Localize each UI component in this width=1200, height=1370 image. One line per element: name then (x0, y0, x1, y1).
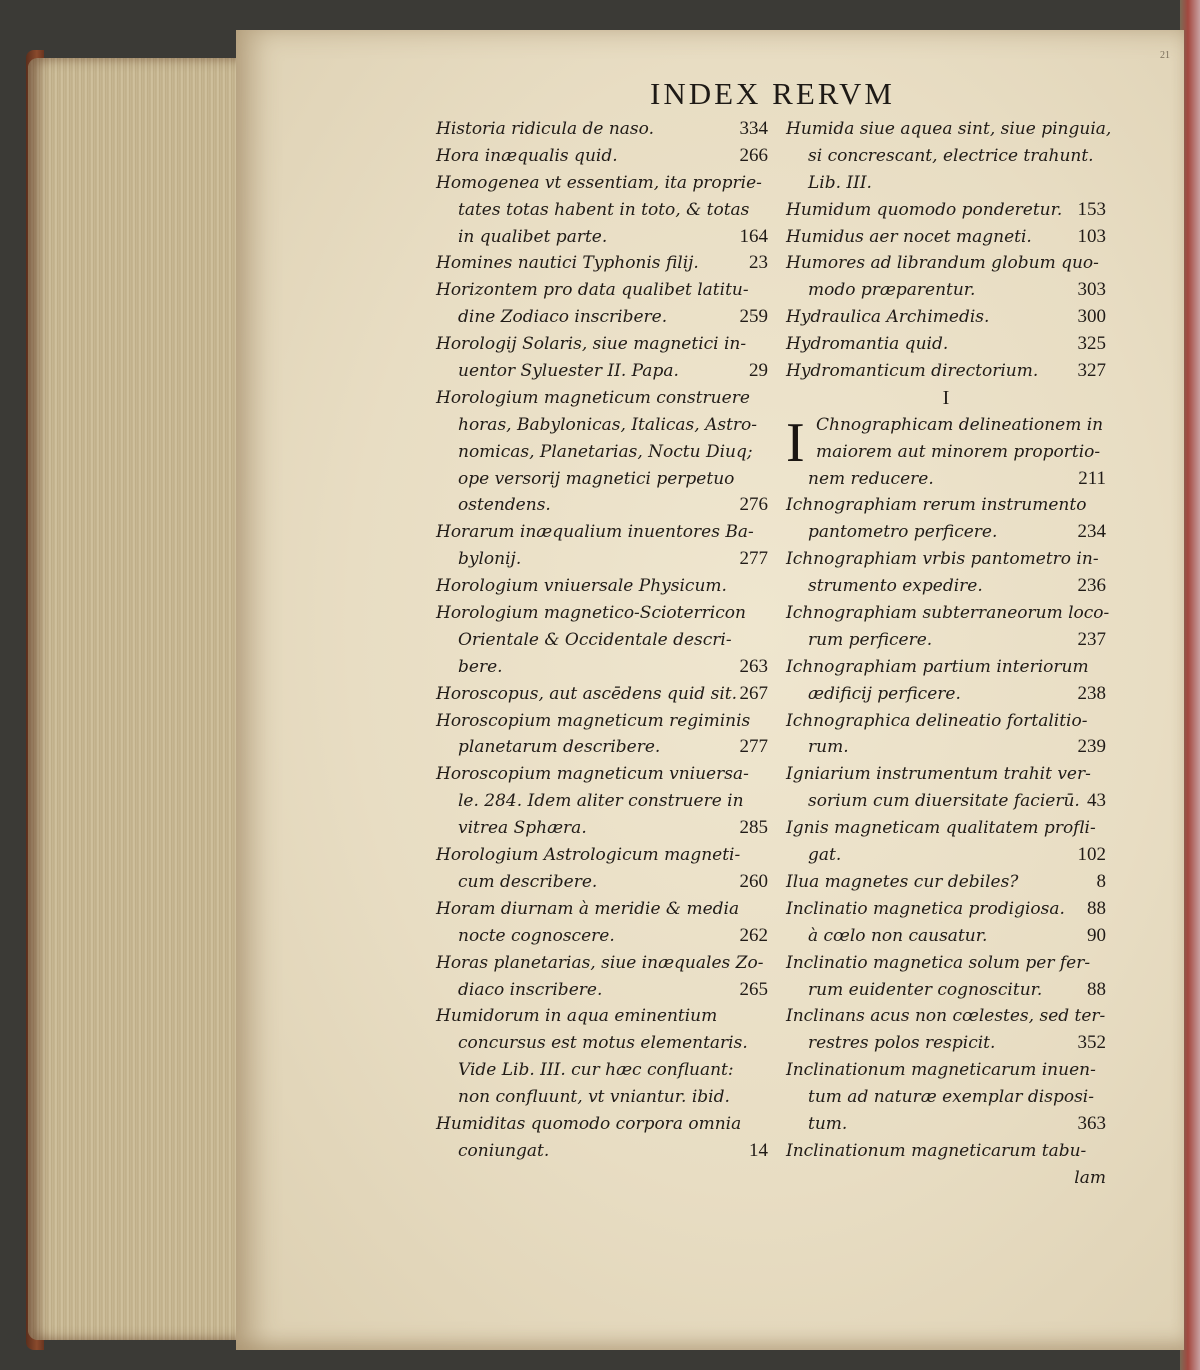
dropcap-entry (786, 411, 1106, 474)
index-entry-line (786, 197, 1106, 224)
index-entry-line (786, 627, 1106, 654)
entry-text: Ilua magnetes cur debiles? (786, 871, 1019, 892)
entry-text: ostendens. (458, 495, 551, 516)
entry-text: rum. (808, 737, 849, 758)
index-entry-line (786, 1057, 1106, 1084)
entry-text: Ichnographiam subterraneorum loco- (786, 603, 1110, 624)
page-number: 236 (1077, 575, 1106, 597)
page-number: 237 (1077, 628, 1106, 650)
page-number: 153 (1077, 198, 1106, 220)
page-number: 43 (1087, 790, 1106, 812)
page-number: 234 (1077, 521, 1106, 543)
entry-text: Inclinationum magneticarum tabu- (786, 1140, 1087, 1161)
index-entry-line (786, 734, 1106, 761)
index-entry-line (786, 492, 1106, 519)
entry-text: Horas planetarias, siue inæquales Zo- (436, 952, 764, 973)
index-entry-line (786, 439, 1106, 466)
index-entry-line (436, 492, 768, 519)
entry-text: Ichnographiam rerum instrumento (786, 495, 1087, 516)
index-entry-line (786, 681, 1106, 708)
index-entry-line (436, 788, 768, 815)
index-entry-line (436, 116, 768, 143)
entry-text: in qualibet parte. (458, 226, 608, 247)
index-entry-line (436, 304, 768, 331)
entry-text: Ignis magneticam qualitatem profli- (786, 818, 1096, 839)
index-entry-line (436, 869, 768, 896)
entry-text: Horoscopium magneticum regiminis (436, 710, 751, 731)
page-number: 239 (1077, 736, 1106, 758)
index-entry-line (786, 708, 1106, 735)
entry-text: ædificij perficere. (808, 683, 961, 704)
entry-text: bylonij. (458, 549, 522, 570)
index-column-right (786, 116, 1112, 1192)
index-entry-line (786, 224, 1106, 251)
index-entry-line (786, 842, 1106, 869)
entry-text: Hydromantia quid. (786, 334, 949, 355)
entry-text: tum ad naturæ exemplar disposi- (808, 1087, 1094, 1108)
index-entry-line (786, 1084, 1106, 1111)
page-number: 90 (1087, 924, 1106, 946)
index-entry-line (786, 1165, 1106, 1192)
index-entry-line (786, 977, 1106, 1004)
letter-heading: I (942, 386, 950, 409)
index-entry-line (786, 277, 1106, 304)
entry-text: Hydromanticum directorium. (786, 361, 1039, 382)
page-number: 276 (739, 494, 768, 516)
page-edges (28, 58, 243, 1340)
index-entry-line (436, 1084, 768, 1111)
entry-text: Humidum quomodo ponderetur. (786, 199, 1063, 220)
entry-text: Homines nautici Typhonis filij. (436, 253, 699, 274)
index-entry-line (786, 331, 1106, 358)
page-number: 325 (1077, 333, 1106, 355)
page-number: 88 (1087, 897, 1106, 919)
index-entry-line (436, 385, 768, 412)
index-entry-line (786, 896, 1106, 923)
entry-text: Inclinationum magneticarum inuen- (786, 1060, 1096, 1081)
entry-text: rum euidenter cognoscitur. (808, 979, 1043, 1000)
index-entry-line (436, 170, 768, 197)
index-entry-line (786, 788, 1106, 815)
entry-text: Horoscopus, aut ascēdens quid sit. (436, 683, 737, 704)
entry-text: Ichnographiam partium interiorum (786, 656, 1089, 677)
entry-text: Hora inæqualis quid. (436, 145, 618, 166)
index-entry-line (786, 1030, 1106, 1057)
entry-text: sorium cum diuersitate facierū. (808, 791, 1080, 812)
entry-text: Horologij Solaris, siue magnetici in- (436, 334, 747, 355)
index-entry-line (436, 654, 768, 681)
right-column-top-entries (786, 116, 1112, 385)
index-column-left (436, 116, 768, 1165)
entry-text: non confluunt, vt vniantur. ibid. (458, 1087, 730, 1108)
entry-text: horas, Babylonicas, Italicas, Astro- (458, 414, 758, 435)
entry-text: tum. (808, 1113, 848, 1134)
page-number: 14 (749, 1139, 768, 1161)
dropcap-lines (786, 412, 1106, 466)
page-number: 352 (1077, 1032, 1106, 1054)
entry-text: Igniarium instrumentum trahit ver- (786, 764, 1091, 785)
index-entry-line (786, 1138, 1106, 1165)
index-entry-line (786, 950, 1106, 977)
index-entry-line (786, 116, 1112, 143)
page-number: 88 (1087, 978, 1106, 1000)
entry-text: Horizontem pro data qualibet latitu- (436, 280, 749, 301)
entry-text: uentor Syluester II. Papa. (458, 361, 679, 382)
entry-text: Humidus aer nocet magneti. (786, 226, 1032, 247)
index-entry-line (786, 815, 1106, 842)
entry-text: restres polos respicit. (808, 1033, 996, 1054)
page-number: 303 (1077, 279, 1106, 301)
page-number: 265 (739, 978, 768, 1000)
page-number: 211 (1078, 467, 1106, 489)
entry-text: Humida siue aquea sint, siue pinguia, (786, 119, 1112, 139)
index-entry-line (436, 1030, 768, 1057)
entry-text: gat. (808, 845, 842, 866)
entry-text: Horoscopium magneticum vniuersa- (436, 764, 749, 785)
entry-text: Humiditas quomodo corpora omnia (436, 1113, 742, 1134)
index-entry-line (436, 896, 768, 923)
entry-text: dine Zodiaco inscribere. (458, 307, 668, 328)
entry-text: Hydraulica Archimedis. (786, 307, 990, 328)
page-number: 259 (739, 306, 768, 328)
index-entry-line (786, 250, 1106, 277)
entry-text: Vide Lib. III. cur hæc confluant: (458, 1060, 734, 1081)
entry-text: Historia ridicula de naso. (436, 119, 654, 139)
index-entry-line (786, 923, 1106, 950)
page-number: 266 (739, 144, 768, 166)
index-entry-line (786, 761, 1106, 788)
index-entry-line (436, 224, 768, 251)
index-entry-line (436, 923, 768, 950)
running-header: INDEX RERVM (650, 76, 895, 111)
entry-text: diaco inscribere. (458, 979, 603, 1000)
page-number: 164 (739, 225, 768, 247)
index-entry-line (436, 950, 768, 977)
entry-text: strumento expedire. (808, 576, 983, 597)
index-entry-line (786, 1111, 1106, 1138)
entry-text: Homogenea vt essentiam, ita proprie- (436, 172, 762, 193)
entry-text: Orientale & Occidentale descri- (458, 629, 732, 650)
entry-text: Lib. III. (808, 172, 872, 193)
page-number: 260 (739, 870, 768, 892)
right-column-bottom-entries (786, 466, 1110, 1192)
entry-text: concursus est motus elementaris. (458, 1033, 748, 1054)
entry-text: Horologium vniuersale Physicum. (436, 576, 727, 597)
entry-text: coniungat. (458, 1140, 550, 1161)
entry-text: modo præparentur. (808, 280, 976, 301)
entry-text: Humores ad librandum globum quo- (786, 253, 1099, 274)
index-entry-line (786, 869, 1106, 896)
entry-text: nocte cognoscere. (458, 925, 615, 946)
entry-text: bere. (458, 656, 503, 677)
entry-text: planetarum describere. (458, 737, 661, 758)
entry-text: nem reducere. (808, 468, 934, 489)
entry-text: Horologium Astrologicum magneti- (436, 845, 741, 866)
entry-text: Horam diurnam à meridie & media (436, 898, 740, 919)
index-entry-line (436, 277, 768, 304)
entry-text: si concrescant, electrice trahunt. (808, 145, 1094, 166)
page-number: 267 (739, 682, 768, 704)
entry-text: pantometro perficere. (808, 522, 998, 543)
page-number: 327 (1077, 360, 1106, 382)
index-entry-line (436, 1003, 768, 1030)
index-entry-line (786, 466, 1106, 493)
index-entry-line (436, 358, 768, 385)
index-entry-line (436, 681, 768, 708)
entry-text: Ichnographiam vrbis pantometro in- (786, 549, 1099, 570)
entry-text: Inclinatio magnetica solum per fer- (786, 952, 1091, 973)
index-entry-line (786, 573, 1106, 600)
page-number: 277 (739, 548, 768, 570)
index-entry-line (436, 143, 768, 170)
entry-text: vitrea Sphæra. (458, 818, 587, 839)
page-number: 103 (1077, 225, 1106, 247)
page-number: 23 (749, 252, 768, 274)
index-entry-line (436, 1111, 768, 1138)
entry-text: Horologium magneticum construere (436, 387, 750, 408)
entry-text: Horarum inæqualium inuentores Ba- (436, 522, 754, 543)
page-number: 277 (739, 736, 768, 758)
entry-text: nomicas, Planetarias, Noctu Diuq; (458, 441, 753, 462)
entry-text: Inclinans acus non cœlestes, sed ter- (786, 1006, 1106, 1027)
index-entry-line (436, 815, 768, 842)
index-entry-line (436, 977, 768, 1004)
index-entry-line (436, 412, 768, 439)
index-entry-line (436, 600, 768, 627)
page-number: 334 (739, 118, 768, 139)
index-entry-line (436, 761, 768, 788)
entry-text: Horologium magnetico-Scioterricon (436, 603, 746, 624)
index-entry-line (786, 143, 1106, 170)
page-number: 263 (739, 655, 768, 677)
index-entry-line (436, 250, 768, 277)
entry-text: cum describere. (458, 871, 598, 892)
index-entry-line (436, 519, 768, 546)
page-number: 102 (1077, 844, 1106, 866)
entry-text: ope versorij magnetici perpetuo (458, 468, 735, 489)
index-entry-line (786, 546, 1106, 573)
entry-text: Ichnographica delineatio fortalitio- (786, 710, 1088, 731)
index-entry-line (786, 600, 1110, 627)
entry-text: Inclinatio magnetica prodigiosa. (786, 898, 1065, 919)
index-entry-line (786, 304, 1106, 331)
page-number: 238 (1077, 682, 1106, 704)
entry-text: à cœlo non causatur. (808, 925, 988, 946)
index-entry-line (436, 1057, 768, 1084)
index-entry-line (786, 654, 1106, 681)
index-entry-line (786, 170, 1106, 197)
index-entry-line (436, 1138, 768, 1165)
index-entry-line (436, 627, 768, 654)
index-entry-line (786, 519, 1106, 546)
entry-text: lam (1074, 1167, 1106, 1188)
page-number: 363 (1077, 1112, 1106, 1134)
page-number: 29 (749, 360, 768, 382)
index-entry-line (436, 331, 768, 358)
page-number: 300 (1077, 306, 1106, 328)
page-number: 262 (739, 924, 768, 946)
entry-text: Chnographicam delineationem in (816, 414, 1104, 435)
entry-text: rum perficere. (808, 629, 933, 650)
entry-text: maiorem aut minorem proportio- (816, 441, 1101, 462)
index-entry-line (436, 734, 768, 761)
index-entry-line (436, 466, 768, 493)
entry-text: tates totas habent in toto, & totas (458, 199, 750, 220)
entry-text: le. 284. Idem aliter construere in (458, 791, 744, 812)
index-entry-line (436, 439, 768, 466)
page-number: 285 (739, 817, 768, 839)
index-entry-line (436, 573, 768, 600)
corner-mark: 21 (1160, 50, 1170, 61)
index-entry-line (436, 546, 768, 573)
index-entry-line (436, 197, 768, 224)
entry-text: Humidorum in aqua eminentium (436, 1006, 718, 1027)
index-entry-line (786, 1003, 1106, 1030)
index-entry-line (436, 842, 768, 869)
dropcap-letter: I (786, 411, 805, 474)
page-number: 8 (1096, 870, 1106, 892)
index-entry-line (786, 358, 1106, 385)
index-entry-line (786, 412, 1106, 439)
index-entry-line (436, 708, 768, 735)
